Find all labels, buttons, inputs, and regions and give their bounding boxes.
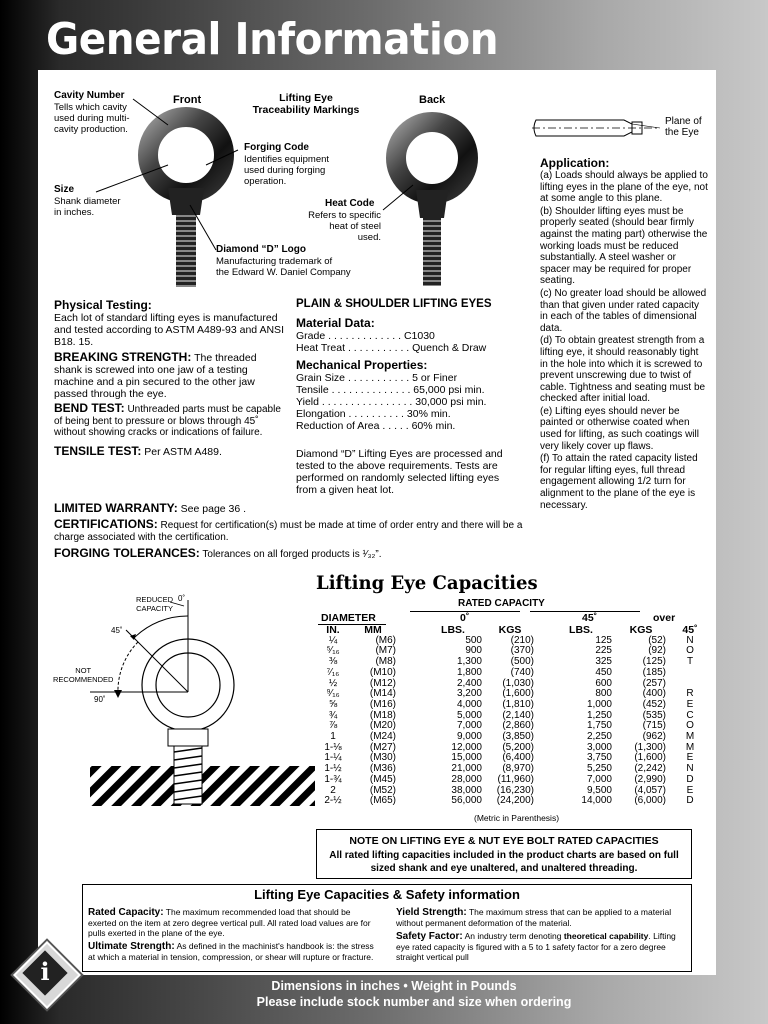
lbs-45: 14,000	[581, 795, 612, 807]
yield-strength-def-title: Yield Strength:	[396, 907, 467, 918]
over45-letter: M	[685, 741, 695, 753]
over45-letter: T	[686, 656, 694, 668]
lbs-45: 3,000	[586, 741, 612, 753]
lbs-0: 500	[465, 634, 482, 646]
application-para-a: (a) Loads should always be applied to lifting eyes in the plane of the eye, not at some angle to this plane.	[540, 170, 708, 205]
size-in: ¼	[328, 634, 338, 646]
capacities-table	[318, 625, 712, 807]
kgs-0: (1,810)	[502, 698, 534, 710]
kgs-45: (6,000)	[634, 795, 666, 807]
certifications-title: CERTIFICATIONS:	[54, 517, 158, 531]
size-mm: (M24)	[369, 731, 396, 743]
rated-capacity-def-text: The maximum recommended load that should be exerted on the item at zero degree vertical pull. All rated load values are for pulls exerted in the plane of the eye.	[88, 907, 371, 938]
kgs-45: (452)	[642, 698, 666, 710]
bend-test-title: BEND TEST:	[54, 401, 125, 415]
forging-tolerances-text: Tolerances on all forged products is ¹⁄₃₂”.	[199, 549, 382, 560]
kgs-45: (1,600)	[634, 752, 666, 764]
physical-testing-text: Each lot of standard lifting eyes is manufactured and tested according to ASTM A489-93 and ANSI B18. 15.	[54, 312, 284, 348]
size-title: Size	[54, 184, 75, 195]
size-mm: (M52)	[369, 784, 396, 796]
limited-warranty-title: LIMITED WARRANTY:	[54, 501, 178, 515]
angle-90-label: 90˚	[94, 695, 106, 704]
col-in: IN.	[326, 624, 340, 636]
zero-degree-header: 0˚	[460, 612, 470, 624]
kgs-45: (185)	[642, 666, 666, 678]
size-mm: (M16)	[369, 698, 396, 710]
property-name: Heat Treat	[296, 342, 346, 354]
application-para-b: (b) Shoulder lifting eyes must be properly seated (should bear firmly against the mating part) otherwise the working loads must be reduced substantially. A steel washer or spacer may be required for proper seating.	[540, 205, 708, 287]
property-name: Reduction of Area	[296, 420, 380, 432]
size-in: ⁹⁄₁₆	[326, 688, 340, 700]
kgs-45: (2,990)	[634, 773, 666, 785]
mechanical-properties-list	[296, 372, 516, 432]
application-para-d: (d) To obtain greatest strength from a lifting eye, it should reasonably tight in the hole into which it is screwed to prevent unscrewing due to twist of cable. Tightness and seating must be checked after initial load.	[540, 335, 706, 405]
kgs-45: (257)	[642, 677, 666, 689]
lbs-0: 28,000	[451, 773, 482, 785]
over45-letter: N	[686, 634, 694, 646]
size-in: ⅞	[328, 720, 338, 732]
diameter-header: DIAMETER	[321, 612, 376, 624]
ultimate-strength-def-text: As defined in the machinist's handbook is: the stress at which a material in tension, compression, or shear will rupture or fracture.	[88, 941, 374, 962]
lbs-45: 5,250	[586, 763, 612, 775]
dot-leader: . . . . . . . . . . .	[345, 342, 413, 354]
kgs-0: (1,030)	[502, 677, 534, 689]
fortyfive-rule	[530, 611, 640, 612]
lbs-0: 7,000	[456, 720, 482, 732]
size-in: ⁷⁄₁₆	[326, 666, 340, 678]
plain-shoulder-section	[296, 298, 516, 496]
safety-factor-def-text-a: An industry term denoting	[462, 931, 564, 941]
lbs-0: 900	[465, 645, 482, 657]
over-header: over	[653, 612, 676, 624]
property-value: Quench & Draw	[412, 342, 487, 354]
size-in: 2	[330, 784, 336, 796]
plane-of-eye-illustration	[532, 108, 662, 150]
size-desc: Shank diameter in inches.	[54, 196, 121, 218]
capacity-row	[318, 796, 712, 807]
size-in: 1-½	[324, 763, 342, 775]
page-title: General Information	[46, 14, 499, 65]
breaking-strength-text: The threaded shank is screwed into one jaw of a testing machine and a pin secured to the other jaw passed through the eye.	[54, 352, 257, 400]
size-mm: (M10)	[369, 666, 396, 678]
over45-letter: N	[686, 763, 694, 775]
property-row	[296, 330, 516, 342]
kgs-0: (1,600)	[502, 688, 534, 700]
size-mm: (M36)	[369, 763, 396, 775]
property-row	[296, 384, 516, 396]
kgs-0: (11,960)	[497, 773, 534, 785]
certifications-text: Request for certification(s) must be made at time of order entry and there will be a charge associated with the certification.	[54, 520, 523, 543]
size-in: 1-¾	[324, 773, 342, 785]
size-in: ¾	[328, 709, 338, 721]
col-mm: MM	[364, 624, 382, 636]
kgs-45: (2,242)	[634, 763, 666, 775]
col-lbs-0: LBS.	[441, 624, 465, 636]
property-row	[296, 372, 516, 384]
over45-letter: C	[686, 709, 694, 721]
size-in: 2-½	[324, 795, 342, 807]
lbs-45: 1,000	[586, 698, 612, 710]
size-mm: (M8)	[375, 656, 396, 668]
size-in: 1	[330, 731, 336, 743]
heat-code-title: Heat Code	[325, 198, 375, 209]
property-row	[296, 420, 516, 432]
material-data-list	[296, 330, 516, 354]
angle-0-label: 0˚	[178, 594, 186, 603]
forty-five-degree-header: 45˚	[582, 612, 598, 624]
kgs-0: (6,400)	[502, 752, 534, 764]
dot-leader: . . . . . . . . . .	[345, 408, 407, 420]
over45-letter: D	[686, 795, 694, 807]
capacity-row	[318, 775, 712, 786]
back-label: Back	[419, 94, 446, 106]
kgs-0: (5,200)	[502, 741, 534, 753]
lbs-45: 9,500	[586, 784, 612, 796]
property-row	[296, 342, 516, 354]
kgs-45: (52)	[648, 634, 666, 646]
rated-capacity-header: RATED CAPACITY	[458, 598, 545, 609]
cavity-number-title: Cavity Number	[54, 90, 125, 101]
size-mm: (M14)	[369, 688, 396, 700]
angle-45-label: 45˚	[111, 626, 123, 635]
safety-info-box	[82, 884, 692, 972]
property-name: Yield	[296, 396, 319, 408]
footer-line-2: Please include stock number and size when ordering	[256, 995, 572, 1009]
property-value: 65,000 psi min.	[413, 384, 485, 396]
bend-test-text: Unthreaded parts must be capable of being bent to pressure or blows through 45˚ without showing cracks or indications of failure.	[54, 404, 281, 438]
lbs-45: 450	[595, 666, 612, 678]
lbs-45: 800	[595, 688, 612, 700]
application-title: Application:	[540, 156, 610, 170]
kgs-0: (8,970)	[502, 763, 534, 775]
lbs-0: 9,000	[456, 731, 482, 743]
application-para-f: (f) To attain the rated capacity listed for regular lifting eyes, full thread engagement allowing 1/2 turn for alignment to the plane of the eye is necessary.	[540, 453, 698, 511]
kgs-0: (370)	[510, 645, 534, 657]
property-value: 5 or Finer	[412, 372, 458, 384]
forging-tolerances-title: FORGING TOLERANCES:	[54, 546, 200, 560]
over45-letter: M	[685, 731, 695, 743]
size-in: ⁵⁄₁₆	[326, 645, 340, 657]
property-name: Grain Size	[296, 372, 346, 384]
over45-letter	[668, 668, 712, 679]
material-data-title: Material Data:	[296, 316, 375, 330]
metric-note: (Metric in Parenthesis)	[474, 813, 560, 823]
safety-factor-def-text-b: . Lifting eye rated capacity is figured with a 5 to 1 safety factor for a zero degree straight vertical pull	[396, 931, 676, 962]
lbs-45: 3,750	[586, 752, 612, 764]
rated-capacity-def-title: Rated Capacity:	[88, 907, 164, 918]
size-in: ⅝	[328, 698, 338, 710]
tensile-test-title: TENSILE TEST:	[54, 443, 142, 458]
plain-shoulder-title: PLAIN & SHOULDER LIFTING EYES	[296, 298, 492, 310]
kgs-45: (535)	[642, 709, 666, 721]
lbs-0: 2,400	[456, 677, 482, 689]
lbs-0: 3,200	[456, 688, 482, 700]
kgs-0: (2,140)	[502, 709, 534, 721]
over45-letter: E	[686, 698, 694, 710]
zero-rule	[410, 611, 520, 612]
kgs-45: (92)	[648, 645, 666, 657]
application-section	[540, 156, 708, 511]
property-name: Tensile	[296, 384, 329, 396]
kgs-0: (3,850)	[502, 731, 534, 743]
forging-code-desc: Identifies equipment used during forging operation.	[244, 154, 330, 187]
kgs-45: (715)	[642, 720, 666, 732]
kgs-0: (2,860)	[502, 720, 534, 732]
tensile-test-text: Per ASTM A489.	[141, 445, 222, 458]
lbs-0: 1,800	[456, 666, 482, 678]
lbs-45: 2,250	[586, 731, 612, 743]
size-mm: (M65)	[369, 795, 396, 807]
load-angle-diagram	[50, 590, 320, 820]
size-in: 1-⅛	[324, 741, 342, 753]
reduced-capacity-label: REDUCED CAPACITY	[136, 595, 174, 613]
size-mm: (M27)	[369, 741, 396, 753]
col-over45: 45˚	[682, 624, 698, 636]
capacities-title: Lifting Eye Capacities	[316, 572, 538, 594]
forging-code-title: Forging Code	[244, 142, 309, 153]
lbs-0: 4,000	[456, 698, 482, 710]
over45-letter: D	[686, 773, 694, 785]
front-label: Front	[173, 94, 202, 106]
size-in: ⅜	[328, 656, 338, 668]
lbs-45: 1,750	[586, 720, 612, 732]
kgs-45: (962)	[642, 731, 666, 743]
property-row	[296, 396, 516, 408]
lbs-0: 56,000	[451, 795, 482, 807]
lbs-0: 1,300	[456, 656, 482, 668]
size-mm: (M45)	[369, 773, 396, 785]
dot-leader: . . . . . . . . . . . . . .	[328, 384, 414, 396]
cavity-number-desc: Tells which cavity used during multi- cavity production.	[54, 102, 130, 135]
lbs-0: 21,000	[451, 763, 482, 775]
capacity-row	[318, 668, 712, 679]
size-in: 1-¼	[324, 752, 342, 764]
note-box-text: All rated lifting capacities included in the product charts are based on full sized shank and eye unaltered, and unaltered threading.	[329, 850, 679, 874]
dot-leader: . . . . . . . . . . . . . . . .	[318, 396, 416, 408]
rated-capacity-note-box	[316, 829, 692, 879]
col-kgs-0: KGS	[498, 624, 522, 636]
property-value: C1030	[403, 330, 435, 342]
kgs-0: (740)	[510, 666, 534, 678]
plane-of-eye-label: Plane of the Eye	[665, 116, 702, 138]
not-recommended-label: NOT RECOMMENDED	[53, 666, 114, 684]
property-name: Grade	[296, 330, 326, 342]
back-eye-illustration	[396, 122, 468, 286]
dot-leader: . . . . .	[379, 420, 412, 432]
info-icon: i	[40, 957, 50, 986]
size-mm: (M30)	[369, 752, 396, 764]
property-value: 30% min.	[406, 408, 451, 420]
physical-testing-title: Physical Testing:	[54, 298, 152, 312]
yield-strength-def-text: The maximum stress that can be applied to a material without permanent deformation of the material.	[396, 907, 672, 928]
kgs-45: (4,057)	[634, 784, 666, 796]
lbs-45: 1,250	[586, 709, 612, 721]
kgs-45: (1,300)	[634, 741, 666, 753]
lbs-0: 38,000	[451, 784, 482, 796]
property-value: 30,000 psi min.	[415, 396, 487, 408]
property-row	[296, 408, 516, 420]
application-para-e: (e) Lifting eyes should never be painted or otherwise coated when used for lifting, as such coatings will very likely cover up flaws.	[540, 405, 699, 452]
front-eye-illustration	[148, 117, 224, 287]
safety-factor-def-title: Safety Factor:	[396, 931, 463, 942]
warranty-section	[54, 502, 524, 561]
safety-factor-def-bold: theoretical capability	[563, 931, 649, 941]
heat-code-desc: Refers to specific heat of steel used.	[308, 210, 381, 243]
testing-section	[54, 298, 284, 458]
size-mm: (M20)	[369, 720, 396, 732]
kgs-45: (400)	[642, 688, 666, 700]
kgs-0: (210)	[510, 634, 534, 646]
traceability-label: Lifting Eye Traceability Markings	[252, 92, 360, 116]
lbs-45: 125	[595, 634, 612, 646]
size-mm: (M12)	[369, 677, 396, 689]
property-value: 60% min.	[411, 420, 456, 432]
property-name: Elongation	[296, 408, 346, 420]
col-kgs-45: KGS	[629, 624, 653, 636]
application-para-c: (c) No greater load should be allowed than that given under rated capacity in each of the tables of dimensional data.	[540, 287, 707, 334]
over45-letter: O	[686, 645, 694, 657]
lbs-0: 12,000	[451, 741, 482, 753]
size-mm: (M18)	[369, 709, 396, 721]
footer-line-1: Dimensions in inches • Weight in Pounds	[271, 979, 517, 993]
lbs-45: 600	[595, 677, 612, 689]
diamond-logo-desc: Manufacturing trademark of the Edward W. Daniel Company	[216, 256, 351, 278]
dot-leader: . . . . . . . . . . .	[345, 372, 413, 384]
mechanical-properties-title: Mechanical Properties:	[296, 358, 428, 372]
diamond-logo-title: Diamond “D” Logo	[216, 244, 306, 255]
processing-note: Diamond “D” Lifting Eyes are processed and tested to the above requirements. Tests are performed on randomly selected lifting eyes from a given heat lot.	[296, 448, 503, 496]
kgs-0: (16,230)	[496, 784, 534, 796]
lbs-0: 5,000	[456, 709, 482, 721]
over45-letter: E	[686, 752, 694, 764]
size-in: ½	[328, 677, 338, 689]
lbs-0: 15,000	[451, 752, 482, 764]
limited-warranty-text: See page 36 .	[177, 503, 247, 515]
safety-title: Lifting Eye Capacities & Safety information	[254, 887, 520, 902]
over45-letter: O	[686, 720, 694, 732]
over45-letter: R	[686, 688, 694, 700]
kgs-0: (500)	[510, 656, 534, 668]
lbs-45: 225	[595, 645, 612, 657]
kgs-0: (24,200)	[496, 795, 534, 807]
dot-leader: . . . . . . . . . . . . .	[325, 330, 404, 342]
lbs-45: 325	[595, 656, 612, 668]
lbs-45: 7,000	[586, 773, 612, 785]
size-mm: (M6)	[375, 634, 396, 646]
col-lbs-45: LBS.	[569, 624, 593, 636]
size-mm: (M7)	[375, 645, 396, 657]
note-box-title: NOTE ON LIFTING EYE & NUT EYE BOLT RATED CAPACITIES	[349, 835, 659, 847]
kgs-45: (125)	[642, 656, 666, 668]
info-badge	[17, 945, 73, 1001]
ultimate-strength-def-title: Ultimate Strength:	[88, 941, 175, 952]
breaking-strength-title: BREAKING STRENGTH:	[54, 350, 192, 364]
over45-letter: E	[686, 784, 694, 796]
